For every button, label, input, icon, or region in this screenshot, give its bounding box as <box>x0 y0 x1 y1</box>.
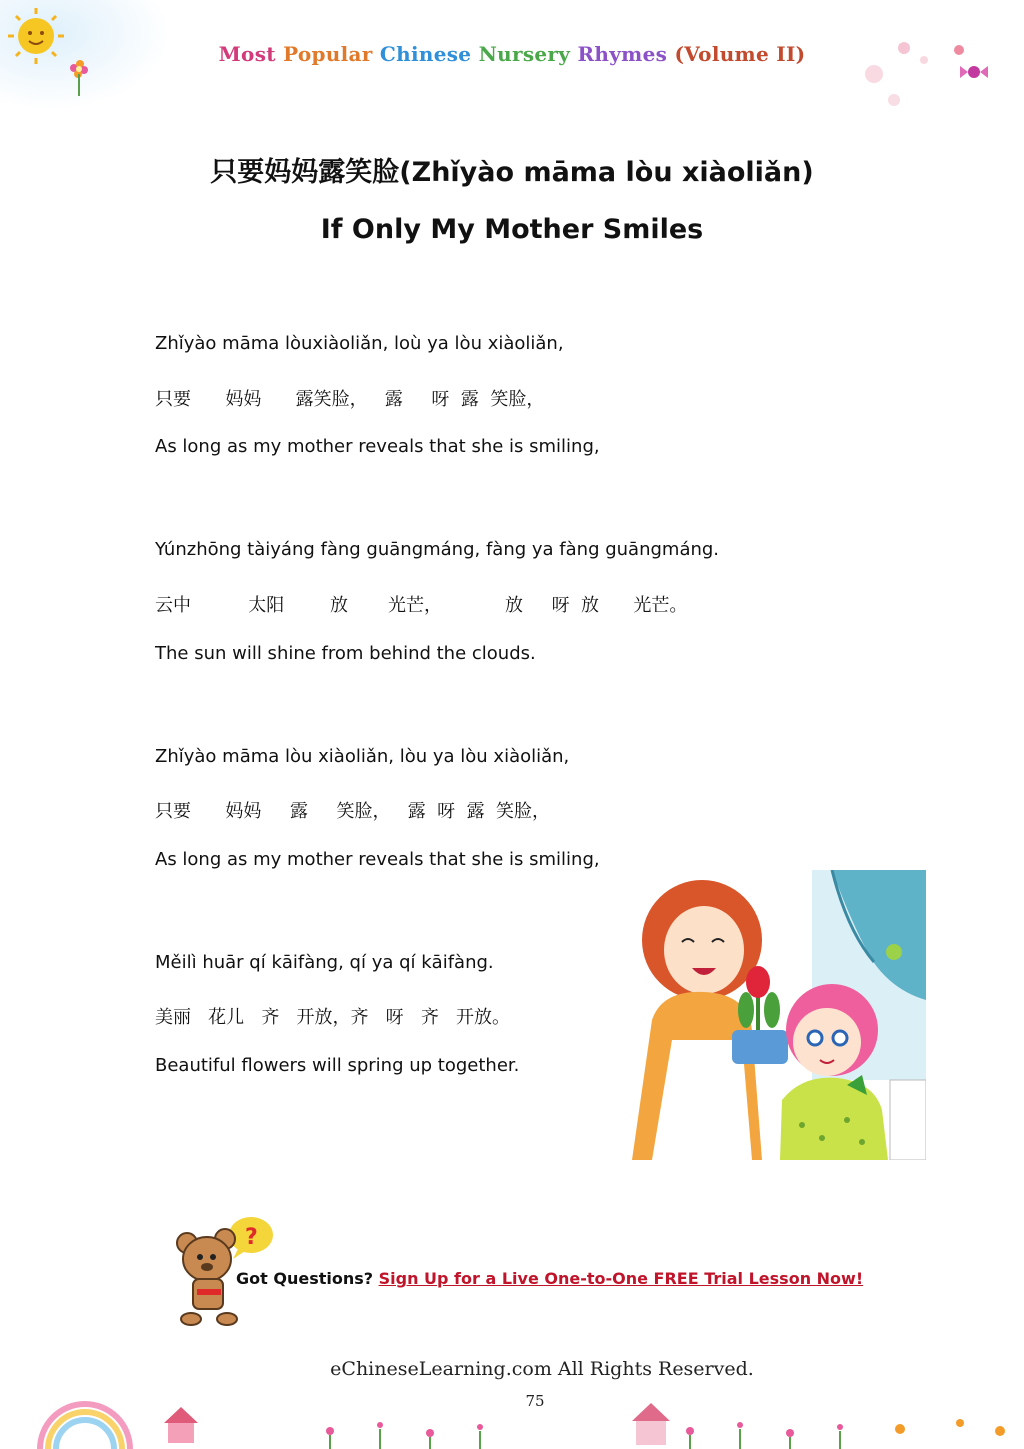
free-trial-link[interactable]: Sign Up for a Live One-to-One FREE Trial Lesson Now! <box>378 1269 864 1288</box>
copyright: eChineseLearning.com All Rights Reserved. <box>330 1358 754 1380</box>
lyric-english: As long as my mother reveals that she is smiling, <box>155 436 600 457</box>
bottom-border-decoration <box>0 1379 1024 1449</box>
book-header-title <box>0 42 1024 66</box>
header-segment: (Volume II) <box>674 42 806 66</box>
bubbles-decoration <box>834 20 994 130</box>
header-segment: Nursery <box>478 42 578 66</box>
lyric-hanzi: 云中 太阳 放 光芒， 放 呀 放 光芒。 <box>155 595 688 616</box>
flower-row-icon <box>326 1422 843 1437</box>
header-segment: Most <box>218 42 284 66</box>
header-segment: Popular <box>283 42 380 66</box>
cta-line <box>236 1269 863 1288</box>
cta-lead: Got Questions? <box>236 1269 374 1288</box>
lyric-hanzi: 只要 妈妈 露笑脸， 露 呀 露 笑脸， <box>155 389 545 410</box>
header-segment: Rhymes <box>577 42 675 66</box>
lyric-english: As long as my mother reveals that she is smiling, <box>155 849 600 870</box>
rainbow-icon <box>40 1404 130 1449</box>
svg-text:?: ? <box>245 1225 258 1250</box>
header-segment: Chinese <box>379 42 479 66</box>
house-icon <box>632 1403 670 1445</box>
lyric-english: Beautiful flowers will spring up together. <box>155 1055 520 1076</box>
song-title: 只要妈妈露笑脸(Zhǐyào māma lòu xiàoliǎn) <box>210 157 814 188</box>
flower-icon <box>895 1419 1005 1436</box>
lyric-pinyin: Zhǐyào māma lòuxiàoliǎn, loù ya lòu xiàoliǎn, <box>155 333 564 354</box>
lyric-pinyin: Yúnzhōng tàiyáng fàng guāngmáng, fàng ya fàng guāngmáng. <box>155 539 720 560</box>
song-subtitle: If Only My Mother Smiles <box>320 214 704 245</box>
house-icon <box>164 1407 198 1443</box>
mother-daughter-illustration <box>612 870 926 1160</box>
lyric-pinyin: Zhǐyào māma lòu xiàoliǎn, lòu ya lòu xiàoliǎn, <box>155 746 570 767</box>
lyric-hanzi: 美丽 花儿 齐 开放，齐 呀 齐 开放。 <box>155 1007 510 1028</box>
lyric-english: The sun will shine from behind the clouds. <box>155 643 536 664</box>
candy-icon <box>960 66 988 78</box>
page-number: 75 <box>525 1392 545 1410</box>
lyric-pinyin: Měilì huār qí kāifàng, qí ya qí kāifàng. <box>155 952 494 973</box>
lyric-hanzi: 只要 妈妈 露 笑脸， 露 呀 露 笑脸， <box>155 801 551 822</box>
